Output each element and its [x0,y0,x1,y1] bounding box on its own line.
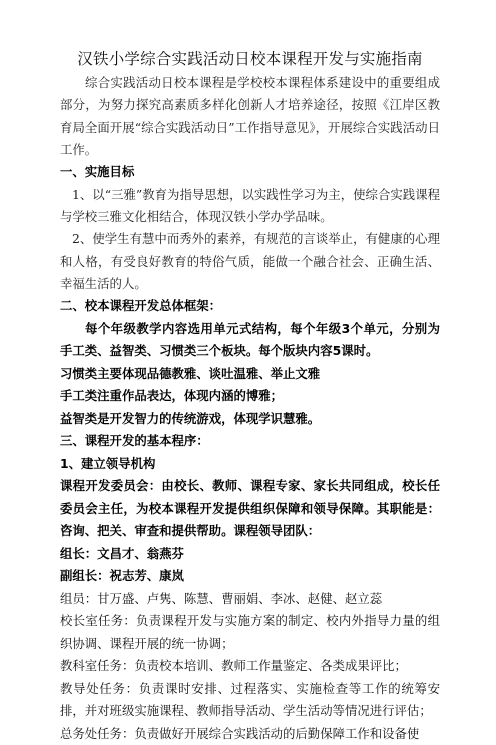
intro-paragraph: 综合实践活动日校本课程是学校校本课程体系建设中的重要组成部分，为努力探究高素质多样化创新人才培养途径，按照《江岸区教育局全面开展“综合实践活动日”工作指导意见》，开展综合实践活动日工作。 [60,75,440,157]
section1-item1: 1、以“三雅”教育为指导思想，以实践性学习为主，使综合实践课程与学校三雅文化相结合，体现汉铁小学办学品味。 [60,186,440,224]
section2-paragraph1: 每个年级教学内容选用单元式结构，每个年级3个单元，分别为手工类、益智类、习惯类三个板块。每个版块内容5课时。 [60,320,440,359]
section1-item2: 2、使学生有慧中而秀外的素养，有规范的言谈举止，有健康的心理和人格，有受良好教育的特俗气质，能做一个融合社会、正确生活、幸福生活的人。 [60,231,440,291]
section2-paragraph4: 益智类是开发智力的传统游戏，体现学识慧雅。 [60,410,321,426]
research-office-duty: 教科室任务：负责校本培训、教师工作量鉴定、各类成果评比； [60,658,407,674]
team-leader-line: 组长：文昌才、翁燕芬 [60,545,184,561]
general-affairs-duty: 总务处任务：负责做好开展综合实践活动的后勤保障工作和设备使 [60,725,420,741]
section3-committee-paragraph: 课程开发委员会：由校长、教师、课程专家、家长共同组成，校长任委员会主任，为校本课程开发提供组织保障和领导保障。其职能是：咨询、把关、审查和提供帮助。课程领导团队： [60,478,440,539]
section1-heading: 一、实施目标 [60,164,135,180]
section2-heading: 二、校本课程开发总体框架： [60,298,222,314]
team-vice-leader-line: 副组长：祝志芳、康岚 [60,568,184,584]
team-members-line: 组员：甘万盛、卢隽、陈慧、曹丽娟、李冰、赵健、赵立蕊 [60,590,383,606]
academic-office-duty: 教导处任务：负责课时安排、过程落实、实施检查等工作的统筹安排，并对班级实施课程、教师指导活动、学生活动等情况进行评估； [60,680,440,719]
document-title: 汉铁小学综合实践活动日校本课程开发与实施指南 [77,50,423,68]
section2-paragraph2: 习惯类主要体现品德教雅、谈吐温雅、举止文雅 [60,365,321,381]
section3-subheading: 1、建立领导机构 [60,455,156,471]
principal-office-duty: 校长室任务：负责课程开发与实施方案的制定、校内外指导力量的组织协调、课程开展的统一协调； [60,613,440,651]
document-body [60,48,440,745]
section3-heading: 三、课程开发的基本程序： [60,433,209,449]
section2-paragraph3: 手工类注重作品表达，体现内涵的博雅； [60,388,284,404]
